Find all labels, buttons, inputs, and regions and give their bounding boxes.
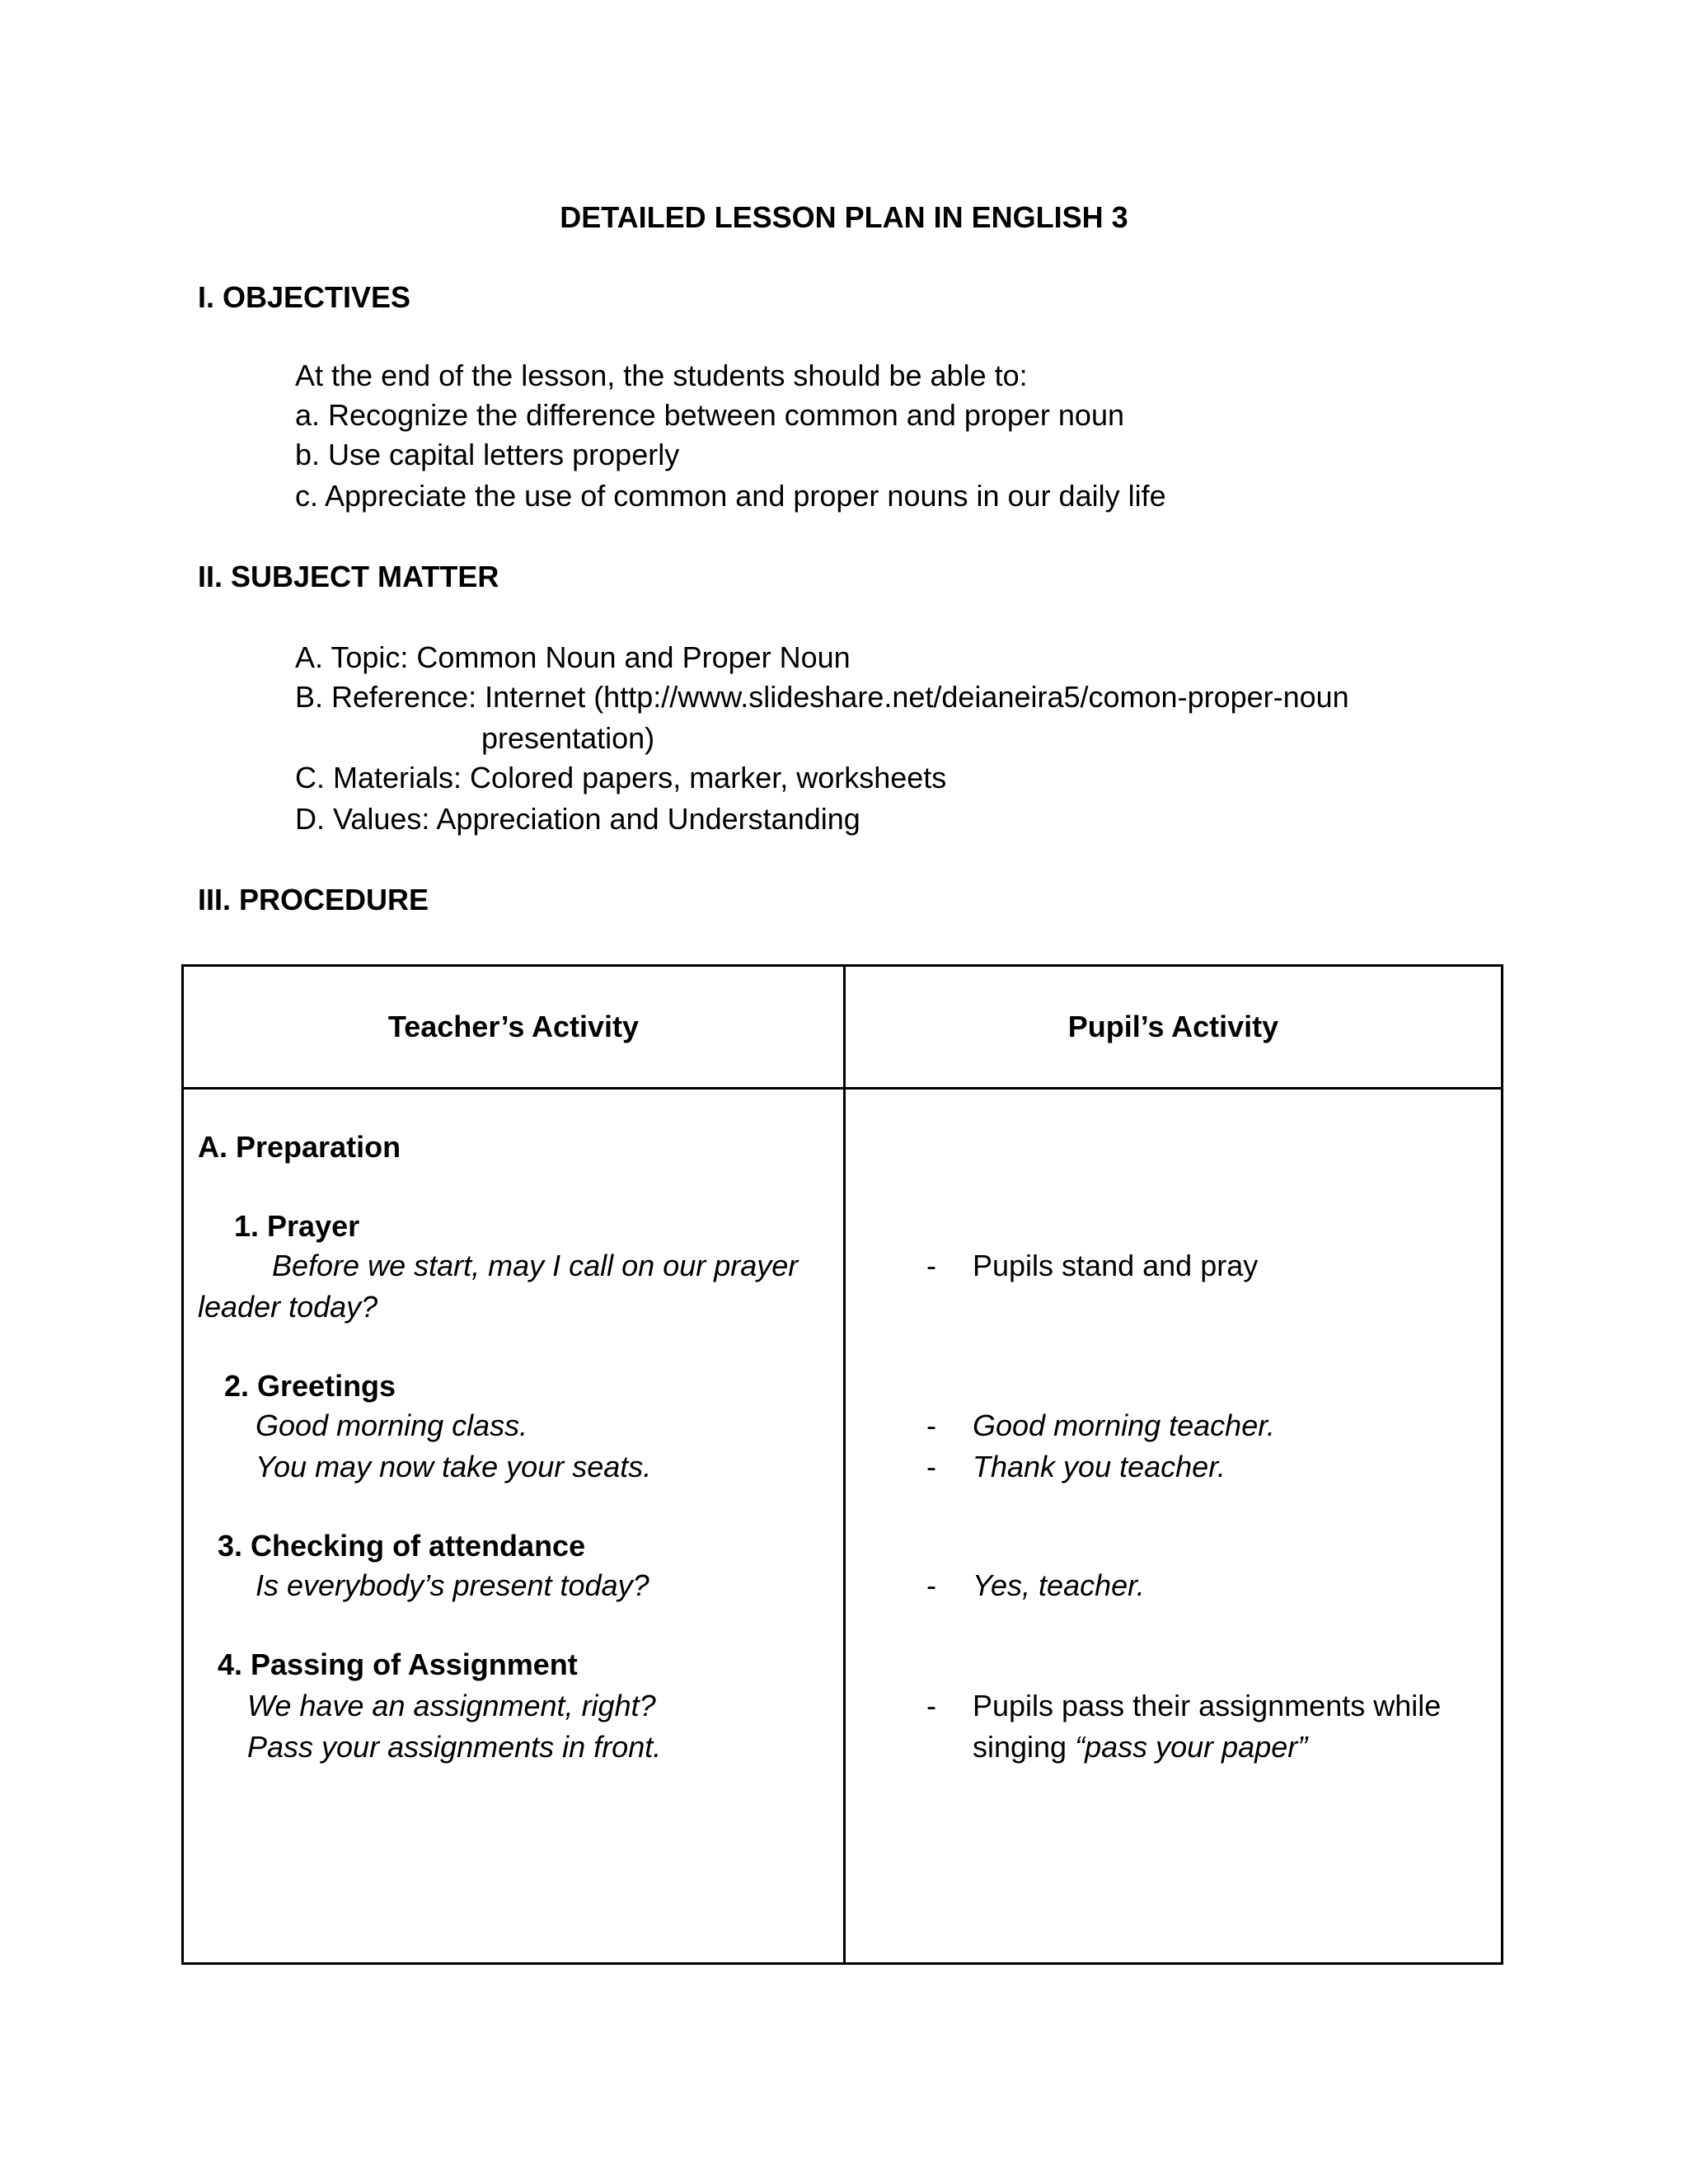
attendance-pupil-response: Yes, teacher. (973, 1568, 1145, 1602)
subject-matter-heading: II. SUBJECT MATTER (198, 560, 499, 593)
objective-item-c: c. Appreciate the use of common and proper nouns in our daily life (295, 479, 1166, 513)
prayer-teacher-line1: Before we start, may I call on our prayer (272, 1249, 799, 1282)
greetings-teacher-line1: Good morning class. (256, 1408, 528, 1442)
objective-item-b: b. Use capital letters properly (295, 438, 680, 471)
assignment-teacher-line1: We have an assignment, right? (247, 1689, 656, 1722)
subject-materials: C. Materials: Colored papers, marker, worksheets (295, 761, 947, 794)
bullet-dash: - (926, 1249, 936, 1282)
subject-reference-line2: presentation) (481, 721, 655, 755)
document-title: DETAILED LESSON PLAN IN ENGLISH 3 (560, 200, 1128, 234)
subject-values: D. Values: Appreciation and Understanding (295, 802, 860, 836)
objectives-intro: At the end of the lesson, the students should be able to: (295, 359, 1028, 392)
procedure-heading: III. PROCEDURE (198, 883, 429, 916)
header-divider (184, 1087, 1501, 1090)
pupil-activity-header: Pupil’s Activity (1067, 1010, 1279, 1043)
assignment-pupil-line2-prefix: singing (973, 1730, 1076, 1764)
subject-topic: A. Topic: Common Noun and Proper Noun (295, 640, 851, 674)
bullet-dash: - (926, 1408, 936, 1442)
prayer-teacher-line2: leader today? (198, 1290, 378, 1324)
subject-reference-line1: B. Reference: Internet (http://www.slideshare.net/deianeira5/comon-proper-noun (295, 680, 1349, 714)
objectives-heading: I. OBJECTIVES (198, 280, 411, 314)
assignment-pupil-line2 (973, 1727, 1307, 1767)
bullet-dash: - (926, 1689, 936, 1722)
prayer-label: 1. Prayer (234, 1209, 360, 1243)
attendance-label: 3. Checking of attendance (218, 1529, 586, 1563)
greetings-label: 2. Greetings (224, 1369, 396, 1403)
bullet-dash: - (926, 1568, 936, 1602)
bullet-dash: - (926, 1450, 936, 1483)
greetings-pupil-line1: Good morning teacher. (973, 1408, 1275, 1442)
assignment-pupil-line1: Pupils pass their assignments while (973, 1689, 1442, 1722)
preparation-heading: A. Preparation (198, 1130, 401, 1164)
assignment-label: 4. Passing of Assignment (218, 1647, 578, 1681)
objective-item-a: a. Recognize the difference between common and proper noun (295, 398, 1124, 432)
attendance-teacher-line1: Is everybody’s present today? (256, 1568, 649, 1602)
assignment-pupil-song-title: “pass your paper” (1075, 1730, 1308, 1764)
teacher-activity-header: Teacher’s Activity (387, 1010, 640, 1043)
column-divider (843, 967, 846, 1962)
greetings-pupil-line2: Thank you teacher. (973, 1450, 1226, 1483)
greetings-teacher-line2: You may now take your seats. (256, 1450, 652, 1483)
assignment-teacher-line2: Pass your assignments in front. (247, 1730, 662, 1764)
prayer-pupil-response: Pupils stand and pray (973, 1249, 1259, 1282)
